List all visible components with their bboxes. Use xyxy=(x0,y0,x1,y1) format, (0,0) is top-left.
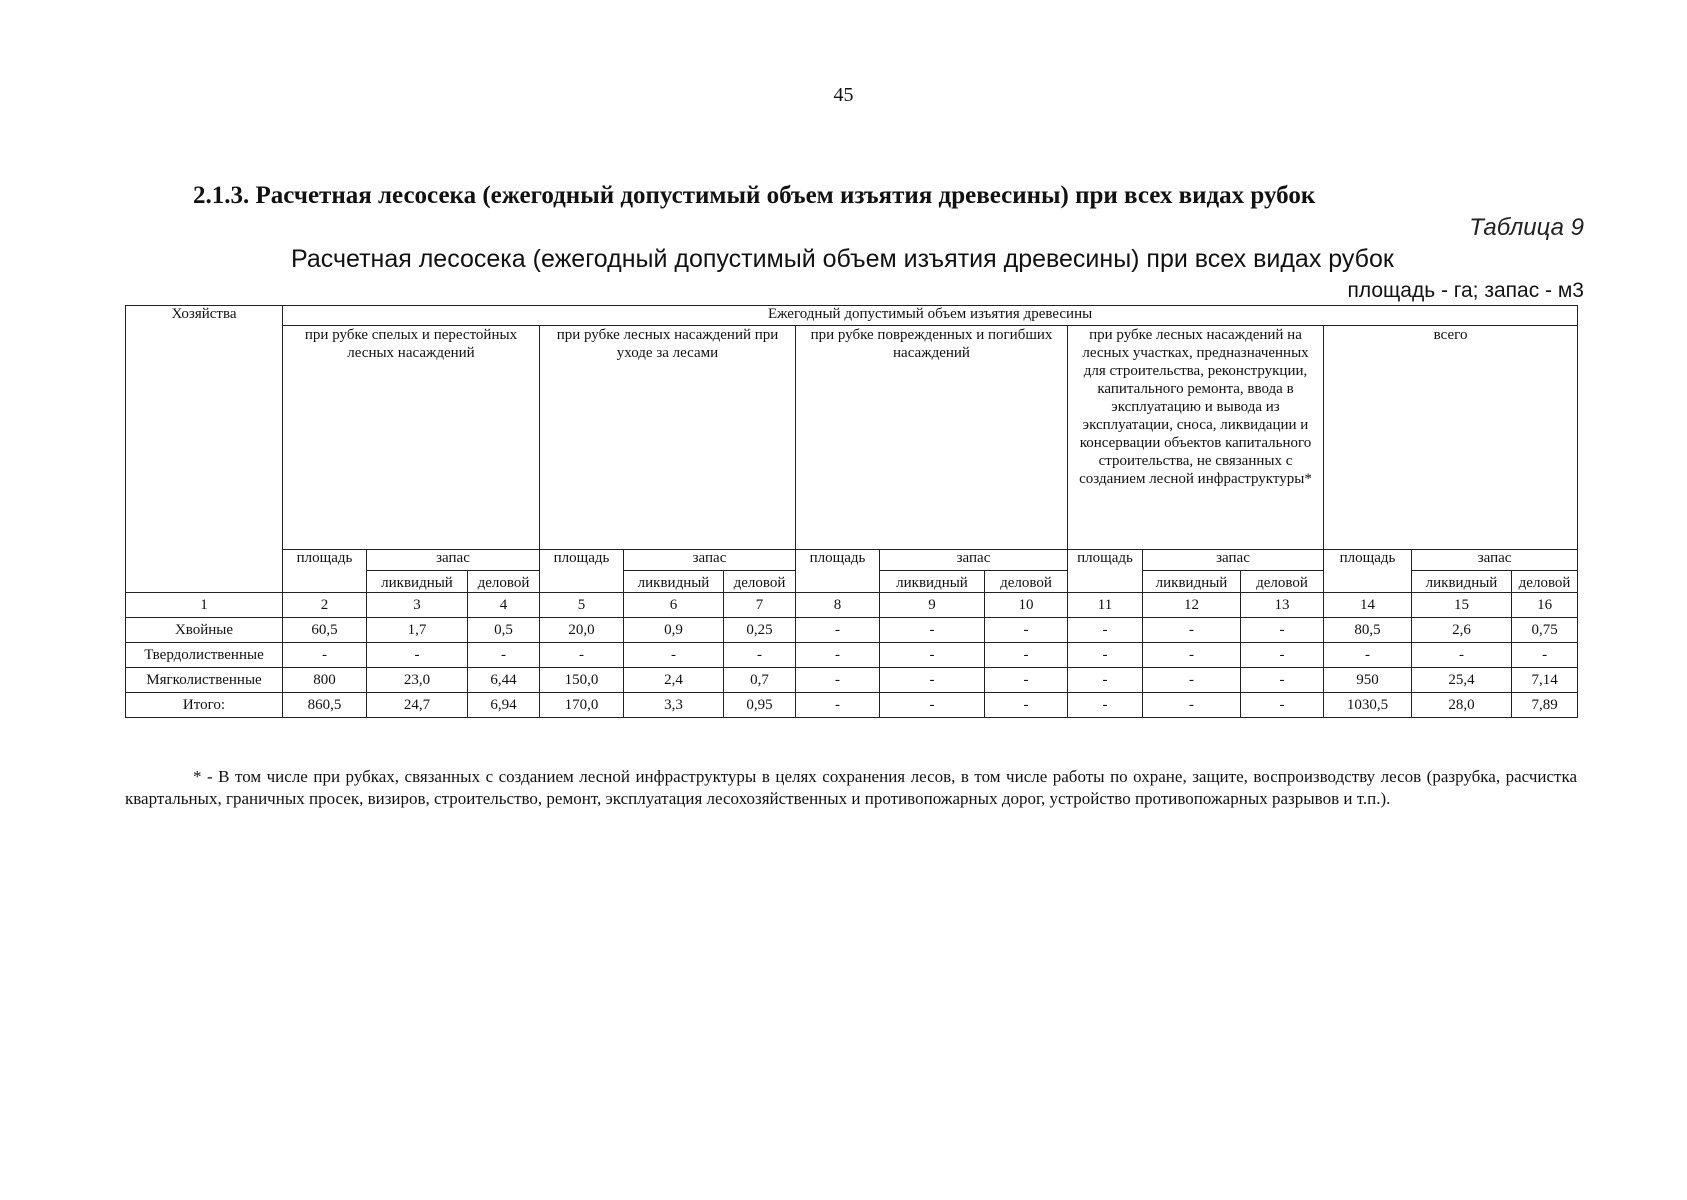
table-cell: 6,44 xyxy=(468,668,540,693)
table-cell: - xyxy=(796,618,880,643)
column-number: 16 xyxy=(1512,593,1578,618)
table-cell: - xyxy=(880,618,985,643)
table-cell: - xyxy=(1068,668,1143,693)
table-cell: - xyxy=(540,643,624,668)
header-area: площадь xyxy=(540,550,624,593)
header-mature: при рубке спелых и перестойных лесных насаждений xyxy=(283,326,540,550)
table-row xyxy=(126,693,1578,718)
units-note: площадь - га; запас - м3 xyxy=(1347,279,1584,302)
header-stock: запас xyxy=(880,550,1068,571)
harvest-table xyxy=(125,305,1578,718)
table-cell: - xyxy=(985,643,1068,668)
table-cell: 0,25 xyxy=(724,618,796,643)
table-cell: - xyxy=(1412,643,1512,668)
column-number: 3 xyxy=(367,593,468,618)
table-cell: 0,75 xyxy=(1512,618,1578,643)
header-business: деловой xyxy=(1241,571,1324,593)
header-thinning: при рубке лесных насаждений при уходе за лесами xyxy=(540,326,796,550)
table-cell: 60,5 xyxy=(283,618,367,643)
table-cell: 1,7 xyxy=(367,618,468,643)
table-cell: 7,14 xyxy=(1512,668,1578,693)
table-cell: 2,4 xyxy=(624,668,724,693)
footnote: * - В том числе при рубках, связанных с созданием лесной инфраструктуры в целях сохранения лесов, в том числе работы по охране, защите, воспроизводству лесов (разрубка, расчистка квартальных, граничных просек, визиров, строительство, ремонт, эксплуатация лесохозяйственных и противопожарных дорог, устройство противопожарных разрывов и т.п.). xyxy=(125,767,1577,808)
table-title: Расчетная лесосека (ежегодный допустимый объем изъятия древесины) при всех видах рубок xyxy=(291,245,1394,273)
table-cell: - xyxy=(1324,643,1412,668)
table-cell: 0,9 xyxy=(624,618,724,643)
table-cell: - xyxy=(367,643,468,668)
header-liquid: ликвидный xyxy=(624,571,724,593)
table-cell: - xyxy=(1068,643,1143,668)
column-numbers-row xyxy=(126,593,1578,618)
table-cell: - xyxy=(1143,668,1241,693)
column-number: 15 xyxy=(1412,593,1512,618)
table-cell: - xyxy=(1241,668,1324,693)
header-damaged: при рубке поврежденных и погибших насаждений xyxy=(796,326,1068,550)
table-cell: 80,5 xyxy=(1324,618,1412,643)
table-cell: - xyxy=(1143,693,1241,718)
table-cell: 150,0 xyxy=(540,668,624,693)
table-cell: 25,4 xyxy=(1412,668,1512,693)
table-cell: 7,89 xyxy=(1512,693,1578,718)
table-cell: - xyxy=(880,643,985,668)
column-number: 13 xyxy=(1241,593,1324,618)
header-liquid: ликвидный xyxy=(880,571,985,593)
table-cell: - xyxy=(1241,693,1324,718)
table-cell: 6,94 xyxy=(468,693,540,718)
header-business: деловой xyxy=(1512,571,1578,593)
table-cell: 860,5 xyxy=(283,693,367,718)
table-cell: 23,0 xyxy=(367,668,468,693)
table-row xyxy=(126,668,1578,693)
row-label: Мягколиственные xyxy=(126,668,283,693)
header-area: площадь xyxy=(283,550,367,593)
header-business: деловой xyxy=(985,571,1068,593)
table-label: Таблица 9 xyxy=(1469,214,1584,241)
table-row xyxy=(126,618,1578,643)
header-farms: Хозяйства xyxy=(126,306,283,593)
table-cell: - xyxy=(985,693,1068,718)
column-number: 10 xyxy=(985,593,1068,618)
header-liquid: ликвидный xyxy=(367,571,468,593)
table-cell: - xyxy=(1512,643,1578,668)
table-cell: 170,0 xyxy=(540,693,624,718)
column-number: 11 xyxy=(1068,593,1143,618)
table-cell: 2,6 xyxy=(1412,618,1512,643)
header-group: Ежегодный допустимый объем изъятия древесины xyxy=(283,306,1578,326)
table-cell: 0,5 xyxy=(468,618,540,643)
table-cell: - xyxy=(1143,643,1241,668)
table-body xyxy=(126,618,1578,718)
table-cell: - xyxy=(985,668,1068,693)
column-number: 8 xyxy=(796,593,880,618)
table-cell: - xyxy=(1068,618,1143,643)
table-cell: - xyxy=(1241,643,1324,668)
table-cell: - xyxy=(1068,693,1143,718)
row-label: Твердолиственные xyxy=(126,643,283,668)
table-cell: - xyxy=(796,643,880,668)
table-cell: - xyxy=(796,693,880,718)
table-cell: 3,3 xyxy=(624,693,724,718)
header-total: всего xyxy=(1324,326,1578,550)
header-stock: запас xyxy=(624,550,796,571)
column-number: 14 xyxy=(1324,593,1412,618)
header-stock: запас xyxy=(1412,550,1578,571)
table-cell: - xyxy=(880,668,985,693)
table-cell: 0,95 xyxy=(724,693,796,718)
table-cell: - xyxy=(796,668,880,693)
header-liquid: ликвидный xyxy=(1412,571,1512,593)
page-number: 45 xyxy=(833,84,854,106)
column-number: 6 xyxy=(624,593,724,618)
table-cell: - xyxy=(880,693,985,718)
table-cell: 1030,5 xyxy=(1324,693,1412,718)
table-cell: 950 xyxy=(1324,668,1412,693)
row-label: Итого: xyxy=(126,693,283,718)
header-stock: запас xyxy=(367,550,540,571)
header-stock: запас xyxy=(1143,550,1324,571)
table-cell: 28,0 xyxy=(1412,693,1512,718)
table-row xyxy=(126,643,1578,668)
header-business: деловой xyxy=(468,571,540,593)
header-area: площадь xyxy=(1324,550,1412,593)
table-cell: - xyxy=(283,643,367,668)
column-number: 9 xyxy=(880,593,985,618)
column-number: 4 xyxy=(468,593,540,618)
column-number: 7 xyxy=(724,593,796,618)
row-label: Хвойные xyxy=(126,618,283,643)
header-area: площадь xyxy=(796,550,880,593)
table-cell: - xyxy=(985,618,1068,643)
table-cell: - xyxy=(1143,618,1241,643)
table-cell: - xyxy=(724,643,796,668)
table-cell: 20,0 xyxy=(540,618,624,643)
table-cell: 0,7 xyxy=(724,668,796,693)
header-liquid: ликвидный xyxy=(1143,571,1241,593)
column-number: 2 xyxy=(283,593,367,618)
header-construction: при рубке лесных насаждений на лесных участках, предназначенных для строительства, реконструкции, капитального ремонта, ввода в эксплуатацию и вывода из эксплуатации, сноса, ликвидации и консервации объектов капитального строительства, не связанных с созданием лесной инфраструктуры* xyxy=(1068,326,1324,550)
column-number: 12 xyxy=(1143,593,1241,618)
column-number: 5 xyxy=(540,593,624,618)
table-cell: - xyxy=(624,643,724,668)
table-cell: - xyxy=(1241,618,1324,643)
header-business: деловой xyxy=(724,571,796,593)
table-cell: 24,7 xyxy=(367,693,468,718)
header-area: площадь xyxy=(1068,550,1143,593)
column-number: 1 xyxy=(126,593,283,618)
table-cell: - xyxy=(468,643,540,668)
section-heading: 2.1.3. Расчетная лесосека (ежегодный допустимый объем изъятия древесины) при всех видах рубок xyxy=(193,182,1316,209)
table-cell: 800 xyxy=(283,668,367,693)
